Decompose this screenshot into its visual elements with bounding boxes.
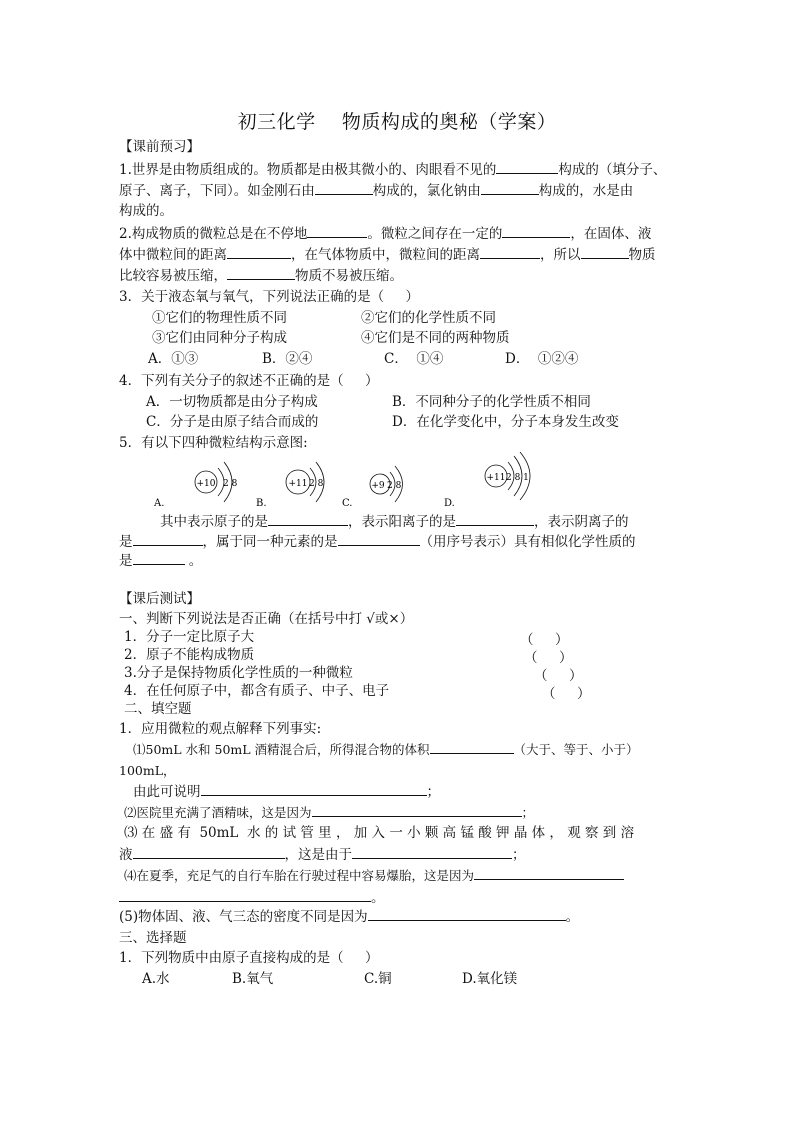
fill-q1: 1．应用微粒的观点解释下列事实: xyxy=(119,721,322,737)
diagram-b xyxy=(256,462,324,509)
q3-option-3: ③它们由同种分子构成 xyxy=(152,330,287,346)
q5-line3: 是 。 xyxy=(119,553,203,569)
diagram-d xyxy=(444,452,530,509)
q5-line2: 是 ，属于同一种元素的是 （用序号表示）具有相似化学性质的 xyxy=(119,534,636,550)
section-heading-preview: 【课前预习】 xyxy=(119,139,200,155)
blank xyxy=(307,224,367,238)
blank xyxy=(119,888,371,902)
blank xyxy=(201,782,427,796)
choice-b: B.氧气 xyxy=(232,971,274,987)
choice-title: 三、选择题 xyxy=(119,930,187,946)
electron-count: 2 8 xyxy=(387,481,402,491)
blank xyxy=(338,532,420,546)
q4-stem: 4．下列有关分子的叙述不正确的是（ ） xyxy=(119,373,379,389)
q2-line2: 体中微粒间的距离 ，在气体物质中，微粒间的距离 ，所以 物质 xyxy=(119,247,656,263)
q5-line1: 其中表示原子的是 ，表示阳离子的是 ，表示阴离子的 xyxy=(160,514,629,530)
q1-line1: 1.世界是由物质组成的。物质都是由极其微小的、肉眼看不见的 构成的（填分子、 xyxy=(119,162,667,178)
fill-p1-line3: 由此可说明 ； xyxy=(133,784,440,800)
section-heading-test: 【课后测试】 xyxy=(119,591,200,607)
fill-p1-line2: 100mL， xyxy=(119,763,176,778)
choice-a: A.水 xyxy=(142,971,170,987)
blank xyxy=(268,512,348,526)
q2-line1: 2.构成物质的微粒总是在不停地 。微粒之间存在一定的 ，在固体、液 xyxy=(119,226,652,242)
blank xyxy=(368,907,566,921)
blank xyxy=(227,245,291,259)
answer-paren: （ ） xyxy=(534,668,583,684)
q4-choice-a: A．一切物质都是由分子构成 xyxy=(146,394,318,410)
q5-stem: 5．有以下四种微粒结构示意图: xyxy=(119,435,308,451)
q2-line3: 比较容易被压缩， 物质不易被压缩。 xyxy=(119,268,403,284)
q3-option-4: ④它们是不同的两种物质 xyxy=(361,330,510,346)
blank xyxy=(502,224,570,238)
q3-stem: 3．关于液态氧与氧气，下列说法正确的是（ ） xyxy=(119,289,420,305)
q3-choice-b: B．②④ xyxy=(262,351,313,367)
fill-p4-line2: 。 xyxy=(119,888,385,907)
blank xyxy=(430,740,514,754)
fill-p1-line1: ⑴50mL 水和 50mL 酒精混合后，所得混合物的体积 （大于、等于、小于） xyxy=(133,742,639,757)
blank xyxy=(474,866,624,880)
diagram-a xyxy=(153,462,238,509)
judge-title: 一、判断下列说法是否正确（在括号中打 √或×） xyxy=(119,611,414,627)
blank xyxy=(315,181,373,195)
q3-choice-a: A．①③ xyxy=(148,351,199,367)
judge-item-2: 2．原子不能构成物质 xyxy=(124,647,255,663)
electron-count: 2 8 xyxy=(223,479,238,489)
choice-d: D.氧化镁 xyxy=(462,971,518,987)
fill-p4-line1: ⑷在夏季，充足气的自行车胎在行驶过程中容易爆胎，这是因为 xyxy=(124,866,624,885)
nucleus-charge: +9 xyxy=(371,481,385,491)
blank xyxy=(481,181,539,195)
diagram-label: A. xyxy=(154,498,165,509)
judge-item-1: 1．分子一定比原子大 xyxy=(124,629,255,645)
blank xyxy=(133,532,203,546)
nucleus-charge: +11 xyxy=(288,479,308,489)
choice-c: C.铜 xyxy=(364,971,392,987)
diagram-c xyxy=(342,466,403,509)
q1-line2: 原子、离子，下同）。如金刚石由 构成的，氯化钠由 构成的，水是由 xyxy=(119,183,634,199)
page-title: 初三化学 物质构成的奥秘（学案） xyxy=(237,111,557,133)
answer-paren: （ ） xyxy=(542,686,591,702)
nucleus-charge: +10 xyxy=(196,479,216,489)
q4-choice-d: D．在化学变化中，分子本身发生改变 xyxy=(392,414,619,430)
q3-choice-c: C． ①④ xyxy=(384,351,444,367)
blank xyxy=(133,551,185,565)
nucleus-charge: +11 xyxy=(486,473,506,483)
diagram-label: B. xyxy=(256,498,267,509)
fill-p3-line2: 液 ，这是由于 ； xyxy=(119,847,526,863)
fill-title: 二、填空题 xyxy=(124,701,192,717)
blank xyxy=(480,245,540,259)
blank xyxy=(496,160,558,174)
fill-p3-line1: ⑶ 在 盛 有 50mL 水 的 试 管 里 ， 加 入 一 小 颗 高 锰 酸 钾 晶 体 ， 观 察 到 溶 xyxy=(124,825,635,841)
choice-q1: 1．下列物质中由原子直接构成的是（ ） xyxy=(119,950,379,966)
electron-count: 2 8 xyxy=(309,479,324,489)
diagram-label: C. xyxy=(342,498,353,509)
judge-item-3: 3.分子是保持物质化学性质的一种微粒 xyxy=(124,665,353,681)
blank xyxy=(227,266,295,280)
fill-p5: (5)物体固、液、气三态的密度不同是因为 。 xyxy=(119,909,580,925)
blank xyxy=(352,845,512,859)
electron-count: 2 8 1 xyxy=(506,473,529,483)
answer-paren: （ ） xyxy=(524,650,573,666)
q3-choice-d: D． ①②④ xyxy=(505,351,579,367)
q3-option-2: ②它们的化学性质不同 xyxy=(361,310,496,326)
q3-option-1: ①它们的物理性质不同 xyxy=(152,310,287,326)
blank xyxy=(133,845,285,859)
blank xyxy=(581,245,629,259)
judge-item-4: 4．在任何原子中，都含有质子、中子、电子 xyxy=(124,683,390,699)
blank xyxy=(312,803,522,817)
diagram-label: D. xyxy=(444,498,455,509)
particle-diagrams xyxy=(140,450,560,510)
fill-p2: ⑵医院里充满了酒精味，这是因为 ； xyxy=(124,805,535,820)
answer-paren: （ ） xyxy=(520,632,569,648)
q1-line3: 构成的。 xyxy=(119,203,173,219)
blank xyxy=(456,512,534,526)
q4-choice-b: B．不同种分子的化学性质不相同 xyxy=(392,394,591,410)
q4-choice-c: C．分子是由原子结合而成的 xyxy=(146,414,319,430)
